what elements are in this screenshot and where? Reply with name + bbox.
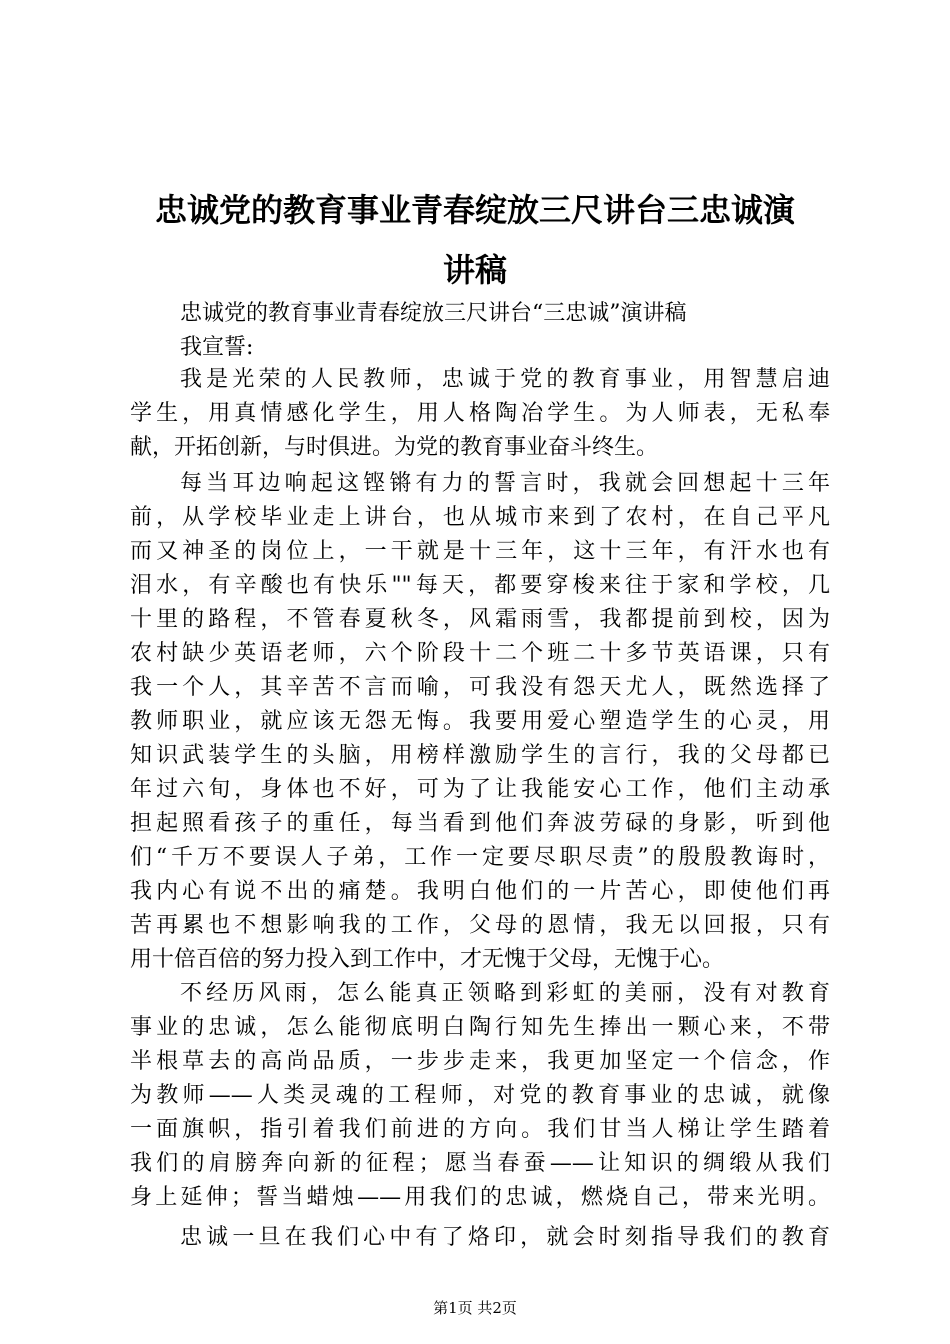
text-line: 我是光荣的人民教师，忠诚于党的教育事业，用智慧启迪 <box>180 367 830 392</box>
text-line: 我们的肩膀奔向新的征程；愿当春蚕——让知识的绸缎从我们 <box>130 1151 830 1176</box>
text-line: 学生，用真情感化学生，用人格陶冶学生。为人师表，无私奉 <box>130 401 830 426</box>
text-line: 我一个人，其辛苦不言而喻，可我没有怨天尤人，既然选择了 <box>130 675 830 700</box>
text-line: 苦再累也不想影响我的工作，父母的恩情，我无以回报，只有 <box>130 913 830 938</box>
text-line: 每当耳边响起这铿锵有力的誓言时，我就会回想起十三年 <box>180 471 830 496</box>
text-line: 教师职业，就应该无怨无悔。我要用爱心塑造学生的心灵，用 <box>130 709 830 734</box>
text-line: 十里的路程，不管春夏秋冬，风霜雨雪，我都提前到校，因为 <box>130 607 830 632</box>
text-line: 忠诚一旦在我们心中有了烙印，就会时刻指导我们的教育 <box>180 1225 830 1250</box>
subtitle-line: 忠诚党的教育事业青春绽放三尺讲台“三忠诚”演讲稿 <box>180 301 687 326</box>
text-line: 事业的忠诚，怎么能彻底明白陶行知先生捧出一颗心来，不带 <box>130 1015 830 1040</box>
text-line: 献，开拓创新，与时俱进。为党的教育事业奋斗终生。 <box>130 435 659 460</box>
text-line: 不经历风雨，怎么能真正领略到彩虹的美丽，没有对教育 <box>180 981 830 1006</box>
document-title-line-1: 忠诚党的教育事业青春绽放三尺讲台三忠诚演 <box>154 191 795 229</box>
text-line: 农村缺少英语老师，六个阶段十二个班二十多节英语课，只有 <box>130 641 830 666</box>
text-line: 年过六旬，身体也不好，可为了让我能安心工作，他们主动承 <box>130 777 830 802</box>
text-line: 一面旗帜，指引着我们前进的方向。我们甘当人梯让学生踏着 <box>130 1117 830 1142</box>
text-line: 用十倍百倍的努力投入到工作中，才无愧于父母，无愧于心。 <box>130 947 725 972</box>
text-line: 为教师——人类灵魂的工程师，对党的教育事业的忠诚，就像 <box>130 1083 830 1108</box>
text-line: 身上延伸；誓当蜡烛——用我们的忠诚，燃烧自己，带来光明。 <box>130 1185 830 1210</box>
text-line: 我内心有说不出的痛楚。我明白他们的一片苦心，即使他们再 <box>130 879 830 904</box>
text-line: 半根草去的高尚品质，一步步走来，我更加坚定一个信念，作 <box>130 1049 830 1074</box>
document-title-line-2: 讲稿 <box>442 251 507 289</box>
text-line: 而又神圣的岗位上，一干就是十三年，这十三年，有汗水也有 <box>130 539 830 564</box>
text-line: 前，从学校毕业走上讲台，也从城市来到了农村，在自己平凡 <box>130 505 830 530</box>
text-line: 们“千万不要误人子弟，工作一定要尽职尽责”的殷殷教诲时， <box>130 845 830 870</box>
text-line: 泪水，有辛酸也有快乐""每天，都要穿梭来往于家和学校，几 <box>130 573 830 598</box>
page-footer: 第1页 共2页 <box>433 1299 517 1317</box>
text-line: 知识武装学生的头脑，用榜样激励学生的言行，我的父母都已 <box>130 743 830 768</box>
oath-heading: 我宣誓: <box>180 335 254 360</box>
text-line: 担起照看孩子的重任，每当看到他们奔波劳碌的身影，听到他 <box>130 811 830 836</box>
